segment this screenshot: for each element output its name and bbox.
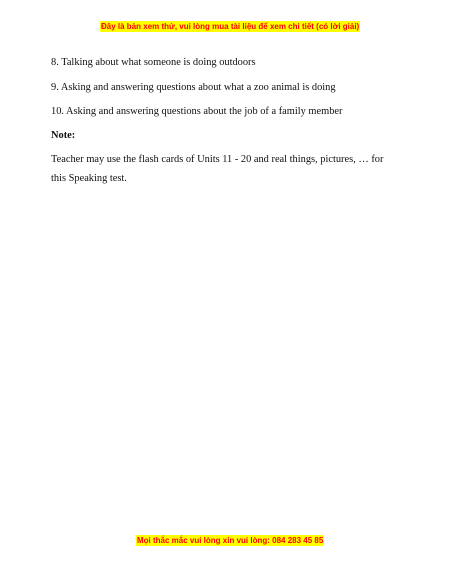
list-item-8: 8. Talking about what someone is doing outdoors <box>51 57 256 68</box>
note-text: Teacher may use the flash cards of Units 11 - 20 and real things, pictures, … for this Speaking test. <box>51 154 384 184</box>
contact-banner: Mọi thắc mắc vui lòng xin vui lòng: 084 283 45 85 <box>137 536 324 545</box>
list-item-10: 10. Asking and answering questions about the job of a family member <box>51 106 343 117</box>
preview-notice-banner: Đây là bản xem thử, vui lòng mua tài liệu để xem chi tiết (có lời giải) <box>101 22 360 31</box>
list-item-9: 9. Asking and answering questions about what a zoo animal is doing <box>51 82 336 93</box>
note-heading: Note: <box>51 130 76 141</box>
